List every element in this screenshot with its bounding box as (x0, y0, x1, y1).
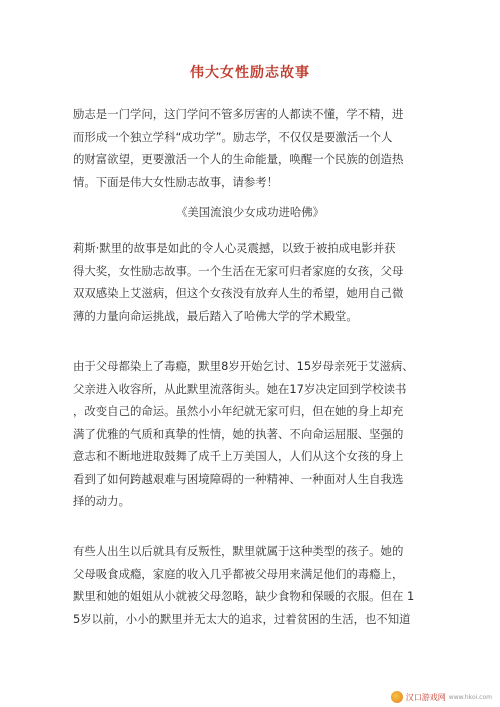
paragraph-line: 而形成一个独立学科“成功学”。励志学，不仅仅是要激活一个人 (73, 129, 393, 144)
paragraph-line: 双双感染上艾滋病，但这个女孩没有放弃人生的希望，她用自己微 (73, 286, 404, 300)
paragraph-line: 意志和不断地进取鼓舞了成千上万美国人，人们从这个女孩的身上 (73, 449, 404, 463)
paragraph-line: 择的动力。 (73, 494, 130, 508)
watermark-url: www.hkoi.com (448, 693, 492, 701)
paragraph-line: 5岁以前，小小的默里并无太大的追求，过着贫困的生活，也不知道 (73, 611, 411, 626)
paragraph-line: 的财富欲望，更要激活一个人的生命能量，唤醒一个民族的创造热 (73, 152, 404, 166)
site-logo-icon (391, 691, 403, 703)
paragraph-intro (73, 103, 428, 193)
paragraph-line: 父亲进入收容所，从此默里流落街头。她在17岁决定回到学校读书 (73, 381, 407, 396)
paragraph-line: 得大奖，女性励志故事。一个生活在无家可归者家庭的女孩，父母 (73, 263, 404, 278)
paragraph-line: 父母吸食成瘾，家庭的收入几乎都被父母用来满足他们的毒瘾上， (73, 566, 404, 581)
site-watermark (391, 691, 492, 703)
paragraph-line: 由于父母都染上了毒瘾，默里8岁开始乞讨、15岁母亲死于艾滋病、 (73, 359, 414, 373)
story-subtitle: 《美国流浪少女成功进哈佛》 (175, 205, 325, 219)
paragraph-line: 薄的力量向命运挑战，最后踏入了哈佛大学的学术殿堂。 (73, 308, 358, 323)
paragraph-line: 励志是一门学问，这门学问不管多厉害的人都读不懂，学不精，进 (73, 107, 404, 121)
paragraph-story-2 (73, 355, 428, 513)
paragraph-line: 默里和她的姐姐从小就被父母忽略，缺少食物和保暖的衣服。但在 1 (73, 589, 415, 603)
paragraph-line: 看到了如何跨越艰难与困境障碍的一种精神、一种面对人生自我选 (73, 471, 404, 486)
watermark-text: 汉口游戏网 (405, 692, 446, 702)
paragraph-line: 满了优雅的气质和真挚的性情，她的执著、不向命运屈服、坚强的 (73, 426, 404, 441)
paragraph-line: 莉斯·默里的故事是如此的令人心灵震撼，以致于被拍成电影并获 (73, 241, 396, 255)
paragraph-story-1 (73, 237, 428, 327)
paragraph-line: 情。下面是伟大女性励志故事，请参考！ (73, 174, 279, 189)
page-title: 伟大女性励志故事 (190, 65, 310, 81)
paragraph-line: ，改变自己的命运。虽然小小年纪就无家可归，但在她的身上却充 (73, 404, 404, 418)
paragraph-story-3 (73, 540, 428, 630)
paragraph-line: 有些人出生以后就具有反叛性，默里就属于这种类型的孩子。她的 (73, 544, 404, 558)
